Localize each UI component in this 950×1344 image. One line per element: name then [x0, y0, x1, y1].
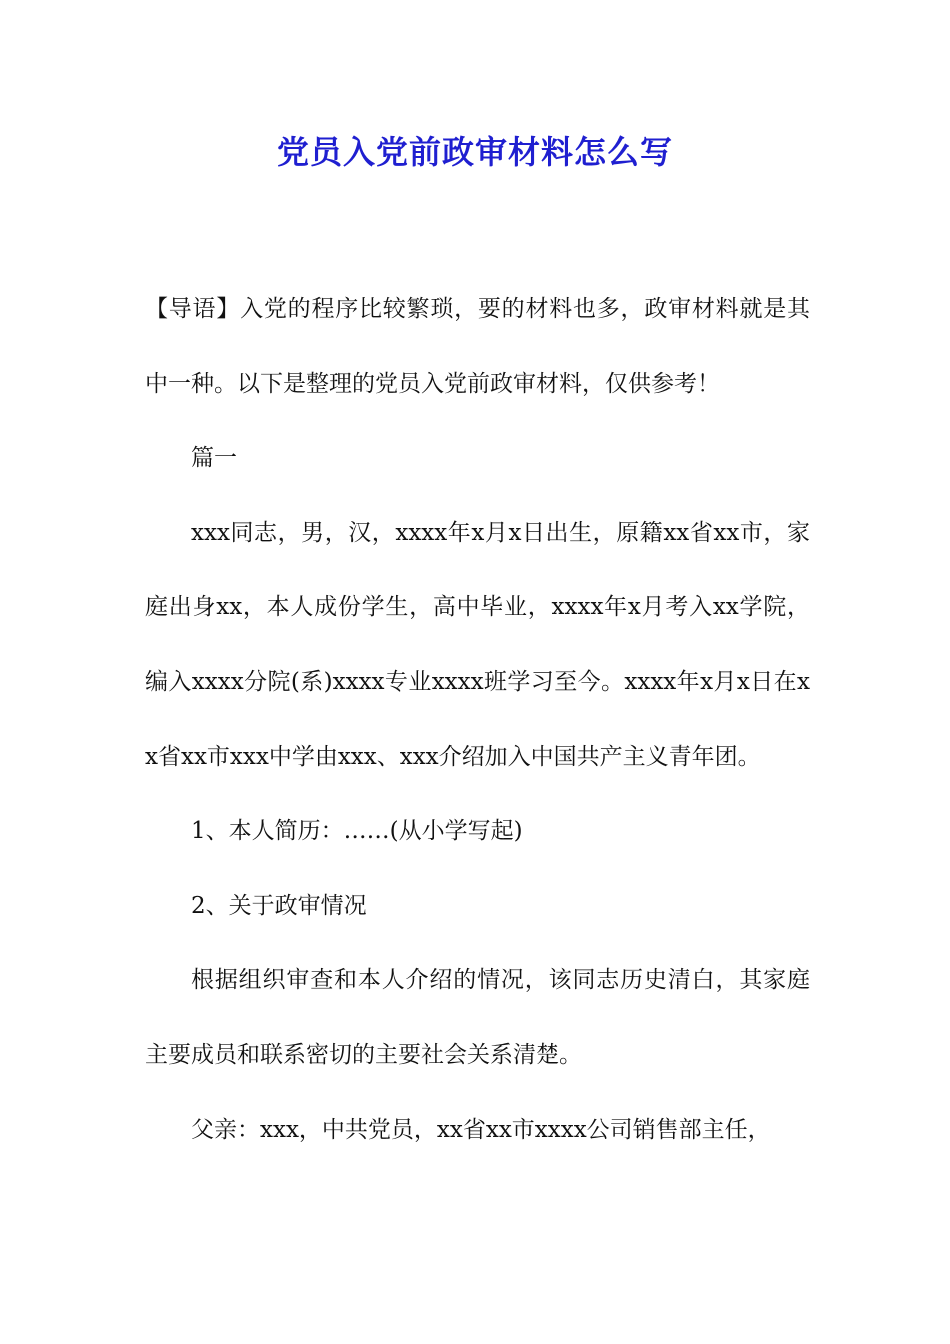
father-paragraph: 父亲：xxx，中共党员，xx省xx市xxxx公司销售部主任，	[191, 1116, 771, 1143]
document-body	[145, 272, 810, 1167]
political-review-item: 2、关于政审情况	[191, 892, 367, 919]
document-title: 党员入党前政审材料怎么写	[276, 133, 673, 171]
review-paragraph: 根据组织审查和本人介绍的情况，该同志历史清白，其家庭主要成员和联系密切的主要社会关系清楚。	[145, 967, 810, 1068]
profile-paragraph: xxx同志，男，汉，xxxx年x月x日出生，原籍xx省xx市，家庭出身xx，本人成份学生，高中毕业，xxxx年x月考入xx学院，编入xxxx分院(系)xxxx专业xxxx班学习至今。xxxx年x月x日在xx省xx市xxx中学由xxx、xxx介绍加入中国共产主义青年团。	[145, 519, 810, 770]
resume-item: 1、本人简历：……(从小学写起)	[191, 818, 523, 845]
intro-paragraph: 【导语】入党的程序比较繁琐，要的材料也多，政审材料就是其中一种。以下是整理的党员入党前政审材料，仅供参考！	[145, 296, 810, 397]
section-heading: 篇一	[191, 445, 237, 472]
